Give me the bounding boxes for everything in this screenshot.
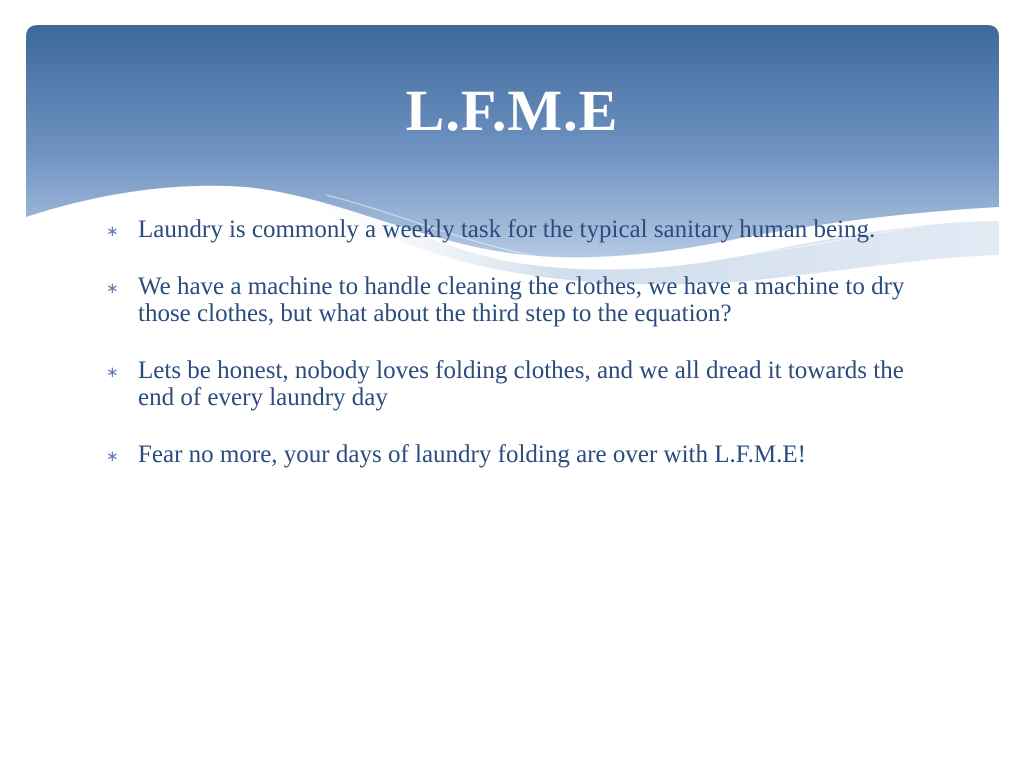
asterisk-bullet-icon: ∗ (106, 279, 119, 297)
bullet-text: Lets be honest, nobody loves folding clothes, and we all dread it towards the end of every laundry day (138, 357, 904, 411)
bullet-text: We have a machine to handle cleaning the clothes, we have a machine to dry those clothes, but what about the third step to the equation? (138, 273, 905, 327)
asterisk-bullet-icon: ∗ (106, 447, 119, 465)
bullet-list (106, 216, 926, 498)
bullet-item (106, 357, 926, 411)
bullet-text: Fear no more, your days of laundry folding are over with L.F.M.E! (138, 441, 806, 468)
bullet-item (106, 216, 926, 243)
bullet-item (106, 273, 926, 327)
bullet-item (106, 441, 926, 468)
asterisk-bullet-icon: ∗ (106, 363, 119, 381)
asterisk-bullet-icon: ∗ (106, 222, 119, 240)
bullet-text: Laundry is commonly a weekly task for the typical sanitary human being. (138, 216, 876, 243)
slide-title: L.F.M.E (405, 78, 619, 143)
